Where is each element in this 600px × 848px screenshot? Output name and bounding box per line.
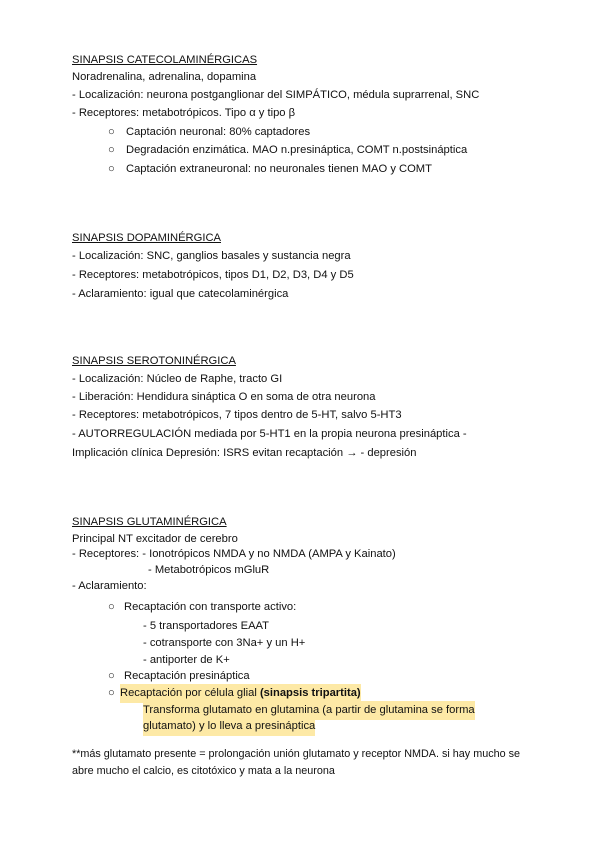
recaptacion-glial-highlight [120, 684, 361, 703]
glutaminergica-subtitle: Principal NT excitador de cerebro [72, 533, 238, 545]
circle-bullet-icon: ○ [108, 687, 115, 699]
serotoninergica-item: - AUTORREGULACIÓN mediada por 5-HT1 en la propia neurona presináptica - [72, 428, 467, 440]
glutaminergica-receptores: - Receptores: - Ionotrópicos NMDA y no NMDA (AMPA y Kainato) [72, 548, 396, 560]
glial-detail-line: Transforma glutamato en glutamina (a partir de glutamina se forma [143, 701, 475, 720]
catecolaminergica-subitem: Captación extraneuronal: no neuronales tienen MAO y COMT [126, 163, 432, 175]
recaptacion-transporte-activo: Recaptación con transporte activo: [124, 601, 297, 613]
catecolaminergica-subitem: Captación neuronal: 80% captadores [126, 126, 311, 138]
transporte-item: - cotransporte con 3Na+ y un H+ [143, 637, 306, 649]
recaptacion-glial-label: Recaptación por célula glial [120, 687, 260, 699]
transporte-item: - 5 transportadores EAAT [143, 620, 270, 632]
dopaminergica-item: - Receptores: metabotrópicos, tipos D1, D2, D3, D4 y D5 [72, 269, 354, 281]
serotoninergica-item: - Localización: Núcleo de Raphe, tracto GI [72, 373, 283, 385]
circle-bullet-icon: ○ [108, 144, 115, 156]
section-title-catecolaminergica: SINAPSIS CATECOLAMINÉRGICAS [72, 54, 258, 66]
serotoninergica-item: Implicación clínica Depresión: ISRS evitan recaptación → - depresión [72, 447, 417, 459]
recaptacion-presinaptica: Recaptación presináptica [124, 670, 250, 682]
section-title-glutaminergica: SINAPSIS GLUTAMINÉRGICA [72, 516, 227, 528]
catecolaminergica-subtitle: Noradrenalina, adrenalina, dopamina [72, 71, 257, 83]
dopaminergica-item: - Aclaramiento: igual que catecolaminérgica [72, 288, 289, 300]
footnote: **más glutamato presente = prolongación unión glutamato y receptor NMDA. si hay mucho se abre mucho el calcio, es citotóxico y mata a la neurona [72, 748, 521, 777]
transporte-item: - antiporter de K+ [143, 654, 230, 666]
circle-bullet-icon: ○ [108, 126, 115, 138]
serotoninergica-item: - Liberación: Hendidura sináptica O en soma de otra neurona [72, 391, 376, 403]
section-title-dopaminergica: SINAPSIS DOPAMINÉRGICA [72, 232, 221, 244]
glial-detail-line: glutamato) y lo lleva a presináptica [143, 717, 315, 736]
circle-bullet-icon: ○ [108, 601, 115, 613]
catecolaminergica-subitem: Degradación enzimática. MAO n.presináptica, COMT n.postsináptica [126, 144, 468, 156]
glutaminergica-aclaramiento: - Aclaramiento: [72, 580, 147, 592]
catecolaminergica-item: - Receptores: metabotrópicos. Tipo α y tipo β [72, 107, 296, 119]
section-title-serotoninergica: SINAPSIS SEROTONINÉRGICA [72, 355, 236, 367]
serotoninergica-item: - Receptores: metabotrópicos, 7 tipos dentro de 5-HT, salvo 5-HT3 [72, 409, 402, 421]
catecolaminergica-item: - Localización: neurona postganglionar del SIMPÁTICO, médula suprarrenal, SNC [72, 89, 480, 101]
glutaminergica-receptores-metabotropicos: - Metabotrópicos mGluR [148, 564, 270, 576]
dopaminergica-item: - Localización: SNC, ganglios basales y sustancia negra [72, 250, 351, 262]
sinapsis-tripartita: (sinapsis tripartita) [259, 687, 361, 699]
circle-bullet-icon: ○ [108, 163, 115, 175]
circle-bullet-icon: ○ [108, 670, 115, 682]
